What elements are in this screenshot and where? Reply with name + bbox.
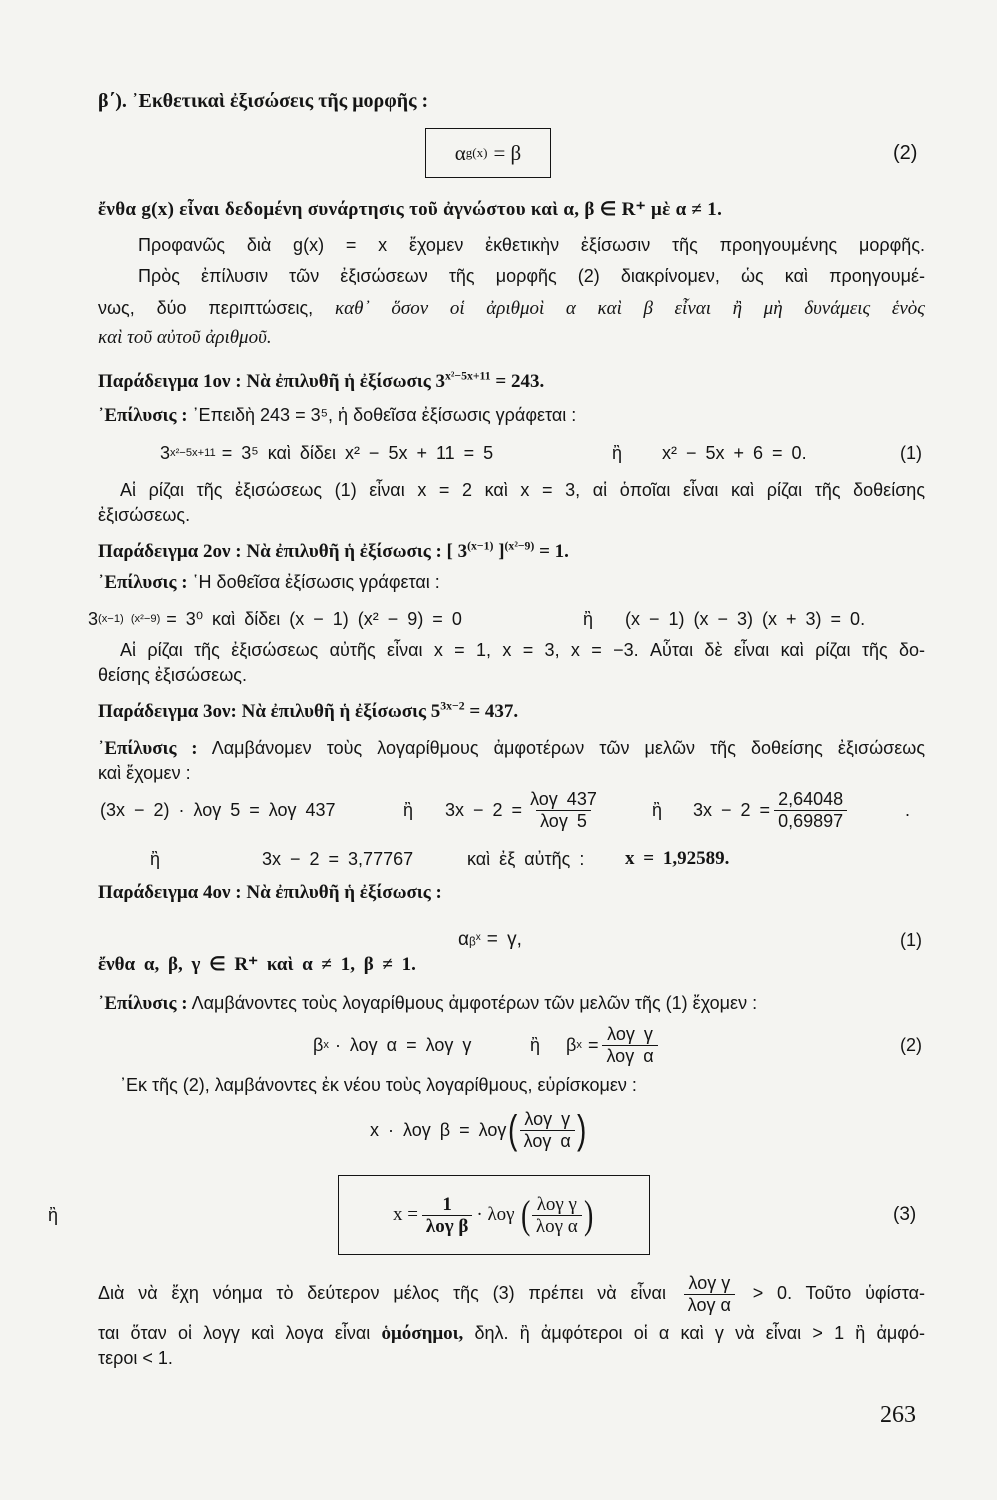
work-middle: = 3⁵ καὶ δίδει x² − 5x + 11 = 5: [221, 442, 494, 463]
equation: [458, 926, 522, 954]
fraction-numerator: λογ γ: [536, 1193, 577, 1215]
step-rest: · λογ α = λογ γ: [334, 1034, 472, 1055]
step-equation: [445, 786, 605, 834]
equation-exponent: [468, 931, 481, 949]
intro-line: Πρὸς ἐπίλυσιν τῶν ἐξισώσεων τῆς μορφῆς (2) διακρίνομεν, ὡς καὶ προηγουμέ-: [138, 266, 925, 286]
fraction-denominator: λογ β: [422, 1215, 472, 1237]
intro-italic-line: καὶ τοῦ αὐτοῦ ἀριθμοῦ.: [98, 327, 272, 348]
intro-line: [98, 296, 925, 321]
equation-base: 3: [88, 608, 99, 629]
solution-line: καὶ ἔχομεν :: [98, 763, 191, 783]
fraction-numerator: λογ γ: [524, 1108, 571, 1129]
fraction: [774, 789, 847, 832]
example-2-title: [98, 540, 925, 564]
intro-line: Προφανῶς διὰ g(x) = x ἔχομεν ἐκθετικὴν ἐξίσωσιν τῆς προηγουμένης μορφῆς.: [138, 235, 925, 255]
equation-base: α: [454, 140, 466, 165]
equation-rhs: = γ,: [486, 929, 522, 950]
fraction-denominator: 0,69897: [774, 810, 847, 832]
work-end: (x − 1) (x − 3) (x + 3) = 0.: [625, 608, 866, 629]
roots-line: θείσης ἐξισώσεως.: [98, 665, 247, 685]
fraction-denominator: λογ α: [532, 1215, 582, 1237]
example-2-work: [0, 606, 997, 632]
fraction: [422, 1194, 472, 1237]
section-heading: β΄). ᾿Εκθετικαὶ ἐξισώσεις τῆς μορφῆς :: [98, 90, 429, 112]
intro-italic-text: καθ᾽ ὅσον οἱ ἀριθμοὶ α καὶ β εἶναι ἢ μὴ δυνάμεις ἑνὸς: [335, 298, 925, 319]
step-equation: β x · λογ α = λογ γ: [313, 1034, 472, 1055]
equation-base: 3: [160, 442, 171, 463]
equation-base: 3: [435, 371, 445, 392]
step-lhs: 3x − 2 =: [445, 799, 523, 820]
boxed-lhs: x =: [392, 1204, 418, 1225]
example-1-title: [98, 370, 925, 394]
conclusion-line: τεροι < 1.: [98, 1348, 173, 1368]
fraction: [520, 1109, 575, 1152]
equation-outer-exponent: (x²−9): [504, 539, 535, 553]
work-equation: 3 (x−1) (x²−9) = 3⁰ καὶ δίδει (x − 1) (x² − 9) = 0: [88, 608, 462, 629]
step-base: β: [313, 1034, 324, 1055]
equation-base: 5: [430, 701, 441, 722]
step-equation: (3x − 2) · λογ 5 = λογ 437: [100, 799, 336, 820]
step-lhs: 3x − 2 =: [693, 799, 771, 820]
boxed-result-equation: [338, 1175, 650, 1255]
example-4-title: Παράδειγμα 4ον : Νὰ ἐπιλυθῆ ἡ ἐξίσωσις :: [98, 882, 442, 903]
solution-text: Λαμβάνομεν τοὺς λογαρίθμους ἀμφοτέρων τῶν μελῶν τῆς δοθείσης ἐξισώσεως: [211, 738, 925, 758]
boxed-equation: α g(x) = β: [425, 128, 551, 178]
equation-base: 3: [457, 541, 468, 562]
example-title-text: Παράδειγμα 2ον : Νὰ ἐπιλυθῆ ἡ ἐξίσωσις :: [98, 541, 442, 562]
solution-text: Λαμβάνοντες τοὺς λογαρίθμους ἀμφοτέρων τῶν μελῶν τῆς (1) ἔχομεν :: [191, 993, 758, 1013]
conclusion-text: Διὰ νὰ ἔχη νόημα τὸ δεύτερον μέλος τῆς (3) πρέπει νὰ εἶναι: [98, 1283, 666, 1303]
paren-open: (: [520, 1192, 530, 1237]
fraction-denominator: λογ α: [520, 1130, 575, 1152]
example-3-result: [0, 846, 997, 872]
exponent-base: β: [468, 935, 476, 949]
equation-rhs: = β: [493, 140, 522, 165]
connector-text: καὶ ἐξ αὐτῆς :: [467, 848, 585, 869]
fraction-denominator: λογ α: [684, 1294, 735, 1316]
exponent-power: x: [475, 931, 481, 943]
fraction-numerator: λογ γ: [607, 1023, 653, 1044]
bracket-close: ]: [498, 541, 505, 562]
example-title-text: Παράδειγμα 1ον : Νὰ ἐπιλυθῆ ἡ ἐξίσωσις: [98, 371, 431, 392]
example-4-step-3: [0, 1106, 997, 1154]
equation-label: (1): [900, 929, 922, 950]
paren-close: ): [583, 1192, 594, 1237]
step-end: .: [905, 799, 911, 820]
example-title-text: Παράδειγμα 3ον: Νὰ ἐπιλυθῆ ἡ ἐξίσωσις: [98, 701, 426, 722]
example-4-condition: ἔνθα α, β, γ ∈ R⁺ καὶ α ≠ 1, β ≠ 1.: [98, 954, 416, 975]
solution-text: ῾Η δοθεῖσα ἐξίσωσις γράφεται :: [192, 572, 440, 592]
page-number: 263: [880, 1402, 916, 1428]
roots-line: Αἱ ρίζαι τῆς ἐξισώσεως αὐτῆς εἶναι x = 1, x = 3, x = −3. Αὗται δὲ εἶναι καὶ ρίζαι τῆς δο-: [120, 640, 925, 660]
conclusion-line: [98, 1321, 925, 1346]
equation-label: (1): [900, 442, 922, 463]
result-value: x = 1,92589.: [625, 848, 730, 869]
equation-label: (3): [893, 1204, 917, 1225]
equation-base: α: [458, 929, 469, 950]
conclusion-text: ται ὅταν οἱ λογγ καὶ λογα εἶναι: [98, 1323, 371, 1343]
equation-exponent: x²−5x+11: [444, 369, 491, 383]
fraction: [684, 1273, 735, 1316]
work-equation: 3 x²−5x+11 = 3⁵ καὶ δίδει x² − 5x + 11 = 5: [160, 442, 494, 463]
intro-plain-text: νως, δύο περιπτώσεις,: [98, 298, 314, 318]
conclusion-line: [98, 1270, 925, 1316]
example-3-solution: [98, 736, 925, 761]
or-word: ἢ: [583, 608, 594, 629]
fraction-numerator: 1: [442, 1193, 452, 1215]
step-equation: [370, 1106, 588, 1154]
step-equals: =: [587, 1034, 599, 1055]
or-word: ἢ: [530, 1034, 541, 1055]
or-word: ἢ: [652, 799, 663, 820]
equation-rhs: = 243.: [495, 371, 545, 392]
conclusion-text: > 0. Τοῦτο ὑφίστα-: [752, 1283, 925, 1303]
example-1-solution: [98, 403, 925, 428]
or-word: ἢ: [612, 442, 623, 463]
work-end: x² − 5x + 6 = 0.: [662, 442, 807, 463]
fraction: [526, 789, 601, 832]
fraction-numerator: 2,64048: [778, 788, 844, 809]
work-middle: = 3⁰ καὶ δίδει (x − 1) (x² − 9) = 0: [166, 608, 462, 629]
bracket-open: [: [446, 541, 453, 562]
condition-text: ἔνθα g(x) εἶναι δεδομένη συνάρτησις τοῦ ἀγνώστου καὶ α, β ∈ R⁺ μὲ α ≠ 1.: [98, 199, 723, 220]
solution-label: ᾿Επίλυσις :: [98, 572, 188, 593]
equation-rhs: = 437.: [469, 701, 519, 722]
solution-label: ᾿Επίλυσις :: [98, 405, 188, 426]
fraction: [532, 1194, 582, 1237]
example-1-work: [0, 440, 997, 466]
roots-line: ἐξισώσεως.: [98, 505, 191, 525]
example-3-steps: [0, 786, 997, 834]
or-word: ἢ: [403, 799, 414, 820]
or-word: ἢ: [150, 848, 161, 869]
equation-rhs: = 1.: [539, 541, 569, 562]
conclusion-text: δηλ. ἢ ἀμφότεροι οἱ α καὶ γ νὰ εἶναι > 1 ἢ ἀμφό-: [474, 1323, 925, 1343]
fraction-denominator: λογ 5: [536, 810, 591, 832]
example-3-title: [98, 700, 925, 724]
equation-inner-exponent: (x−1): [467, 539, 494, 553]
solution-text: ᾿Επειδὴ 243 = 3⁵, ἡ δοθεῖσα ἐξίσωσις γράφεται :: [192, 405, 577, 425]
boxed-middle: · λογ: [476, 1204, 515, 1225]
conclusion-bold-text: ὁμόσημοι,: [381, 1323, 464, 1344]
equation-label: (2): [900, 1034, 922, 1055]
paren-open: (: [508, 1108, 518, 1152]
fraction-numerator: λογ γ: [688, 1272, 731, 1293]
example-2-solution: [98, 570, 925, 595]
fraction-numerator: λογ 437: [530, 788, 597, 809]
solution-label: ᾿Επίλυσις :: [98, 738, 198, 759]
example-4-step-2: [0, 1021, 997, 1069]
step-base: β: [566, 1034, 577, 1055]
paren-close: ): [576, 1108, 587, 1152]
or-word: ἢ: [48, 1205, 59, 1225]
step-equation: 3x − 2 = 3,77767: [262, 848, 414, 869]
solution-label: ᾿Επίλυσις :: [98, 993, 188, 1014]
equation-exponent: 3x−2: [440, 699, 465, 713]
example-4-equation: [0, 926, 997, 954]
example-4-text: ᾿Εκ τῆς (2), λαμβάνοντες ἐκ νέου τοὺς λογαρίθμους, εὑρίσκομεν :: [120, 1075, 637, 1095]
example-4-solution: [98, 991, 925, 1016]
step-lhs: x · λογ β = λογ: [370, 1119, 507, 1140]
step-equation: β x = $\frac{\text{λογ γ}}{\text{λογ α}}$: [566, 1021, 662, 1069]
fraction: [602, 1024, 657, 1067]
step-equation: [693, 786, 851, 834]
fraction-denominator: λογ α: [602, 1045, 657, 1067]
roots-line: Αἱ ρίζαι τῆς ἐξισώσεως (1) εἶναι x = 2 καὶ x = 3, αἱ ὁποῖαι εἶναι καὶ ρίζαι τῆς δοθείσης: [120, 480, 925, 500]
equation-label: (2): [893, 142, 918, 164]
